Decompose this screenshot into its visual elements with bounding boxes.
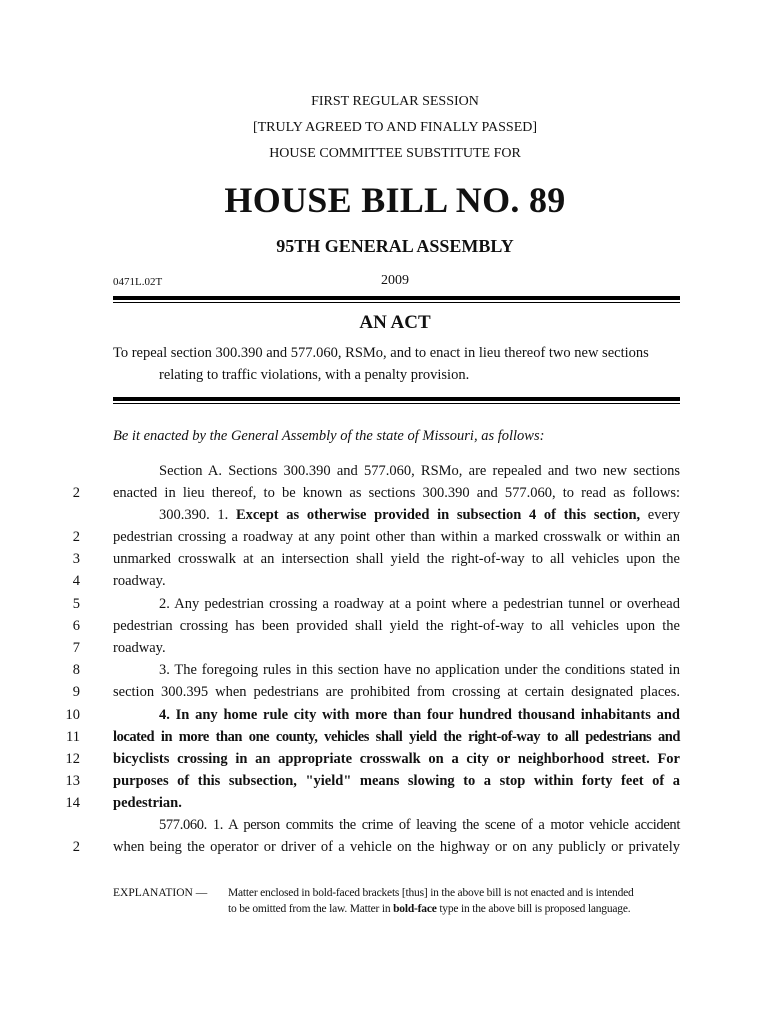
line-number: 14 <box>65 795 80 811</box>
line-number: 5 <box>72 596 80 612</box>
passage-status: [TRULY AGREED TO AND FINALLY PASSED] <box>252 120 538 135</box>
explanation-text: to be omitted from the law. Matter in <box>228 903 394 915</box>
line-number: 9 <box>72 684 80 700</box>
line-number: 13 <box>65 773 80 789</box>
section-number: 300.390. 1. <box>159 507 236 523</box>
body-line-new-language: pedestrian. <box>113 795 182 811</box>
line-number: 8 <box>72 662 80 678</box>
body-line: section 300.395 when pedestrians are prohibited from crossing at certain designated places. <box>113 684 680 700</box>
body-line: 3. The foregoing rules in this section have no application under the conditions stated in <box>159 662 680 678</box>
body-line-new-language: located in more than one county, vehicles shall yield the right-of-way to all pedestrians and <box>113 729 680 745</box>
body-line-300-390 <box>159 506 680 524</box>
explanation-bold-face: bold-face <box>393 903 437 915</box>
line-number: 4 <box>72 573 80 589</box>
session-year: 2009 <box>381 273 409 288</box>
line-number: 2 <box>72 485 80 501</box>
body-text: every <box>640 507 680 523</box>
body-line-new-language: 4. In any home rule city with more than four hundred thousand inhabitants and <box>159 707 680 723</box>
header-rule-thick <box>113 296 680 300</box>
body-line-577-060: 577.060. 1. A person commits the crime of leaving the scene of a motor vehicle accident <box>159 817 680 833</box>
line-number: 10 <box>65 707 80 723</box>
body-line-new-language: purposes of this subsection, "yield" means slowing to a stop within forty feet of a <box>113 773 680 789</box>
explanation-text: type in the above bill is proposed language. <box>436 903 631 915</box>
enacting-clause: Be it enacted by the General Assembly of the state of Missouri, as follows: <box>113 428 545 444</box>
substitute-label: HOUSE COMMITTEE SUBSTITUTE FOR <box>269 146 521 161</box>
line-number: 11 <box>66 729 80 745</box>
body-line: pedestrian crossing a roadway at any point other than within a marked crosswalk or within an <box>113 529 680 545</box>
bill-title: HOUSE BILL NO. 89 <box>224 180 566 220</box>
act-description-line-1: To repeal section 300.390 and 577.060, RSMo, and to enact in lieu thereof two new sections <box>113 345 649 361</box>
act-rule-thin <box>113 403 680 404</box>
body-line: enacted in lieu thereof, to be known as sections 300.390 and 577.060, to read as follows: <box>113 485 680 501</box>
line-number: 3 <box>72 551 80 567</box>
assembly-label: 95TH GENERAL ASSEMBLY <box>276 236 514 256</box>
new-language: Except as otherwise provided in subsection 4 of this section, <box>235 507 641 523</box>
line-number: 6 <box>72 618 80 634</box>
body-line: roadway. <box>113 640 166 656</box>
body-line: when being the operator or driver of a vehicle on the highway or on any publicly or privately <box>113 839 680 855</box>
body-line-new-language: bicyclists crossing in an appropriate crosswalk on a city or neighborhood street. For <box>113 751 680 767</box>
body-line: pedestrian crossing has been provided shall yield the right-of-way to all vehicles upon the <box>113 618 680 634</box>
session-label: FIRST REGULAR SESSION <box>311 94 479 109</box>
body-line: roadway. <box>113 573 166 589</box>
explanation-line-1: Matter enclosed in bold-faced brackets [thus] in the above bill is not enacted and is intended <box>228 887 634 899</box>
header-rule-thin <box>113 302 680 303</box>
line-number: 7 <box>72 640 80 656</box>
body-line: Section A. Sections 300.390 and 577.060, RSMo, are repealed and two new sections <box>159 463 680 479</box>
explanation-line-2 <box>228 902 680 917</box>
line-number: 12 <box>65 751 80 767</box>
document-code: 0471L.02T <box>113 276 163 288</box>
act-rule-thick <box>113 397 680 401</box>
line-number: 2 <box>72 529 80 545</box>
act-title: AN ACT <box>359 312 431 333</box>
body-line: unmarked crosswalk at an intersection shall yield the right-of-way to all vehicles upon the <box>113 551 680 567</box>
explanation-label: EXPLANATION — <box>113 887 208 899</box>
body-line: 2. Any pedestrian crossing a roadway at a point where a pedestrian tunnel or overhead <box>159 596 680 612</box>
act-description-line-2: relating to traffic violations, with a penalty provision. <box>159 367 470 383</box>
line-number: 2 <box>72 839 80 855</box>
